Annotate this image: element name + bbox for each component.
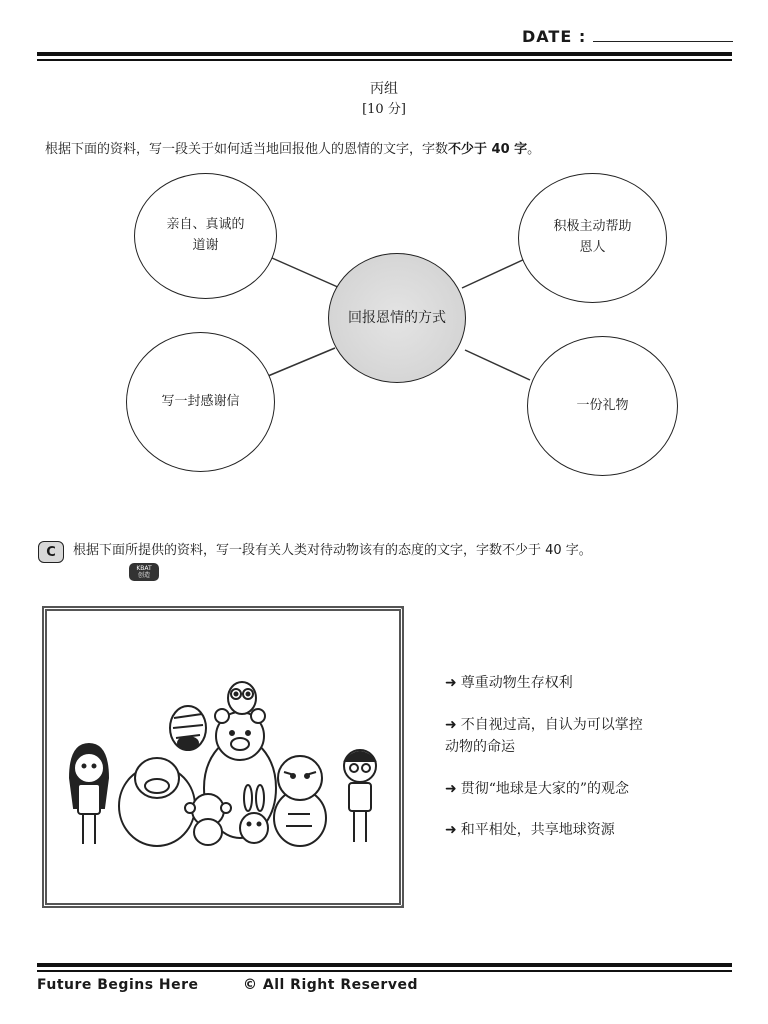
mindmap-node-letter: 写一封感谢信 (126, 332, 275, 472)
boy-figure (344, 750, 376, 842)
orangutan-figure (119, 758, 195, 846)
footer-slogan: Future Begins Here (37, 977, 199, 993)
arrow-right-icon: ➜ (445, 675, 457, 691)
instruction-end: 。 (527, 142, 541, 157)
instruction-emphasis: 不少于 40 字 (448, 142, 528, 157)
mindmap-center: 回报恩情的方式 (328, 253, 466, 383)
section-b-instruction (45, 138, 540, 157)
point-text: 不自视过高，自认为可以掌控 动物的命运 (445, 717, 643, 755)
date-label: DATE : (522, 27, 587, 46)
instruction-text: 根据下面的资料，写一段关于如何适当地回报他人的恩情的文字，字数 (45, 142, 449, 157)
section-marks: [10 分] (362, 102, 406, 117)
section-title: 丙组 (370, 81, 398, 97)
point-item (445, 778, 629, 800)
arrow-right-icon: ➜ (445, 781, 457, 797)
point-text: 和平相处，共享地球资源 (460, 822, 615, 838)
section-c-badge: C (38, 541, 64, 563)
footer-rule-thick (37, 963, 732, 967)
header-rule-thick (37, 52, 732, 56)
zebra-figure (170, 706, 206, 750)
owl-figure (228, 682, 256, 714)
point-text: 贯彻“地球是大家的”的观念 (460, 781, 630, 797)
mindmap-node-thanks: 亲自、真诚的 道谢 (134, 173, 277, 299)
animals-illustration (42, 606, 404, 908)
mindmap-node-gift: 一份礼物 (527, 336, 678, 476)
point-item (445, 714, 643, 758)
point-item (445, 672, 573, 694)
kbat-badge (129, 563, 159, 581)
arrow-right-icon: ➜ (445, 717, 457, 733)
arrow-right-icon: ➜ (445, 822, 457, 838)
kbat-line1: KBAT (136, 565, 152, 572)
section-c-instruction: 根据下面所提供的资料，写一段有关人类对待动物该有的态度的文字，字数不少于 40 字。 (73, 543, 592, 558)
point-item (445, 819, 615, 841)
header-rule-thin (37, 59, 732, 61)
mindmap-node-help: 积极主动帮助 恩人 (518, 173, 667, 303)
footer-copyright: © All Right Reserved (243, 977, 418, 993)
kbat-line2: 创造 (137, 572, 150, 579)
footer-rule-thin (37, 970, 732, 972)
tiger-figure (274, 756, 326, 846)
date-blank-line (593, 41, 733, 42)
point-text: 尊重动物生存权利 (460, 675, 573, 691)
girl-figure (70, 744, 108, 844)
